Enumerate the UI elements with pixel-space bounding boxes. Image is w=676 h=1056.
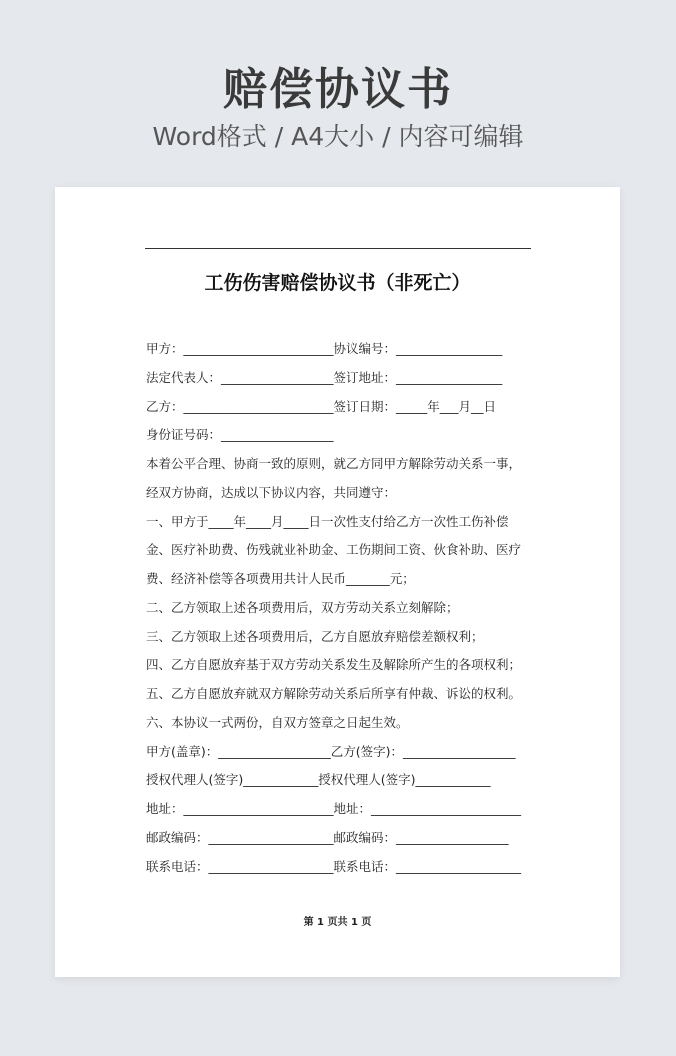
- clause-4-line: 四、乙方自愿放弃基于双方劳动关系发生及解除所产生的各项权利；: [146, 657, 522, 673]
- document-body: [146, 335, 546, 881]
- address-line: 地址：________________________地址：________________________: [146, 801, 522, 816]
- clause-1-line-1: 一、甲方于____年____月____日一次性支付给乙方一次性工伤补偿: [146, 513, 509, 529]
- clause-1-line-2: 金、医疗补助费、伤残就业补助金、工伤期间工资、伙食补助、医疗: [146, 542, 522, 558]
- document-title: 工伤伤害赔偿协议书（非死亡）: [204, 272, 471, 294]
- party-a-line: 甲方：________________________协议编号：_________________: [146, 341, 503, 356]
- clause-2-line: 二、乙方领取上述各项费用后，双方劳动关系立刻解除；: [146, 599, 459, 615]
- id-number-line: 身份证号码：__________________: [146, 427, 334, 443]
- legal-rep-line: 法定代表人：__________________签订地址：_________________: [146, 369, 503, 385]
- preamble-line-2: 经双方协商，达成以下协议内容，共同遵守：: [146, 484, 397, 500]
- banner-title: 赔偿协议书: [223, 64, 453, 115]
- page-number: 第 1 页共 1 页: [303, 917, 372, 928]
- clause-1-line-3: 费、经济补偿等各项费用共计人民币_______元；: [146, 571, 415, 586]
- clause-3-line: 三、乙方领取上述各项费用后，乙方自愿放弃赔偿差额权利；: [146, 628, 484, 644]
- seal-signature-line: 甲方(盖章)：__________________乙方(签字)：__________________: [146, 743, 516, 759]
- agent-signature-line: 授权代理人(签字)____________授权代理人(签字)____________: [146, 772, 491, 788]
- preamble-line-1: 本着公平合理、协商一致的原则，就乙方同甲方解除劳动关系一事，: [146, 456, 522, 471]
- clause-6-line: 六、本协议一式两份，自双方签章之日起生效。: [146, 714, 409, 730]
- banner-subtitle: Word格式 / A4大小 / 内容可编辑: [152, 122, 524, 151]
- postal-code-line: 邮政编码：____________________邮政编码：__________________: [146, 829, 509, 845]
- header-rule: [145, 248, 531, 249]
- phone-line: 联系电话：____________________联系电话：____________________: [146, 858, 522, 874]
- party-b-line: 乙方：________________________签订日期：_____年___月__日: [146, 398, 497, 414]
- document-page: [55, 187, 620, 977]
- clause-5-line: 五、乙方自愿放弃就双方解除劳动关系后所享有仲裁、诉讼的权利。: [146, 686, 522, 701]
